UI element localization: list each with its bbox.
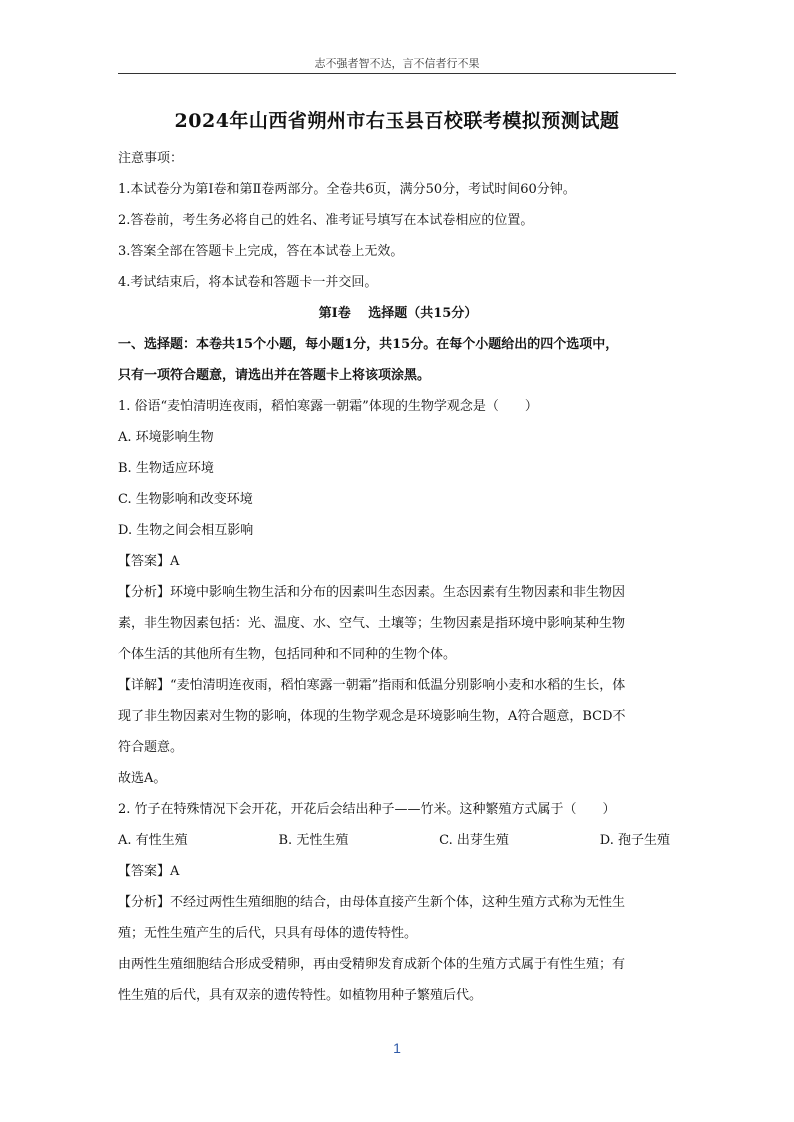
question-2-analysis-line: 【分析】不经过两性生殖细胞的结合，由母体直接产生新个体，这种生殖方式称为无性生 — [118, 895, 626, 910]
header-divider — [118, 73, 676, 74]
question-1-option-a: A. 环境影响生物 — [118, 430, 214, 445]
question-1-conclusion: 故选A。 — [118, 771, 167, 786]
page-content — [118, 143, 678, 1011]
question-1-analysis-line: 个体生活的其他所有生物，包括同种和不同种的生物个体。 — [118, 647, 457, 662]
question-1-answer: 【答案】A — [118, 554, 180, 569]
question-2-analysis-line: 性生殖的后代，具有双亲的遗传特性。如植物用种子繁殖后代。 — [118, 988, 483, 1003]
instruction-line: 一、选择题：本卷共15个小题，每小题1分，共15分。在每个小题给出的四个选项中， — [118, 337, 619, 352]
section-title: 第Ⅰ卷 选择题（共15分） — [318, 306, 478, 321]
notice-item: 1.本试卷分为第Ⅰ卷和第Ⅱ卷两部分。全卷共6页，满分50分，考试时间60分钟。 — [118, 182, 576, 197]
question-1-analysis-line: 【分析】环境中影响生物生活和分布的因素叫生态因素。生态因素有生物因素和非生物因 — [118, 585, 626, 600]
exam-title: 2024年山西省朔州市右玉县百校联考模拟预测试题 — [174, 110, 620, 132]
question-1-detail-line: 现了非生物因素对生物的影响，体现的生物学观念是环境影响生物，A符合题意，BCD不 — [118, 709, 626, 724]
question-2-option-b: B. 无性生殖 — [278, 833, 349, 848]
notice-item: 4.考试结束后，将本试卷和答题卡一并交回。 — [118, 275, 378, 290]
question-2-answer: 【答案】A — [118, 864, 180, 879]
question-1-option-c: C. 生物影响和改变环境 — [118, 492, 253, 507]
instruction-line: 只有一项符合题意，请选出并在答题卡上将该项涂黑。 — [118, 368, 431, 383]
question-1-analysis-line: 素，非生物因素包括：光、温度、水、空气、土壤等；生物因素是指环境中影响某种生物 — [118, 616, 626, 631]
page-header-motto: 志不强者智不达，言不信者行不果 — [314, 57, 480, 70]
question-1-detail-line: 符合题意。 — [118, 740, 184, 755]
question-2-options — [118, 825, 678, 856]
question-1-stem: 1. 俗语“麦怕清明连夜雨，稻怕寒露一朝霜”体现的生物学观念是（ ） — [118, 399, 538, 414]
question-2-option-d: D. 孢子生殖 — [599, 833, 670, 848]
notice-item: 2.答卷前，考生务必将自己的姓名、准考证号填写在本试卷相应的位置。 — [118, 213, 534, 228]
question-1-detail-line: 【详解】“麦怕清明连夜雨，稻怕寒露一朝霜”指雨和低温分别影响小麦和水稻的生长，体 — [118, 678, 626, 693]
question-1-option-b: B. 生物适应环境 — [118, 461, 214, 476]
page-number: 1 — [393, 1040, 401, 1056]
notice-heading: 注意事项： — [118, 151, 184, 166]
question-2-analysis-line: 由两性生殖细胞结合形成受精卵，再由受精卵发育成新个体的生殖方式属于有性生殖；有 — [118, 957, 626, 972]
question-2-option-c: C. 出芽生殖 — [439, 833, 509, 848]
question-2-stem: 2. 竹子在特殊情况下会开花，开花后会结出种子——竹米。这种繁殖方式属于（ ） — [118, 802, 616, 817]
notice-item: 3.答案全部在答题卡上完成，答在本试卷上无效。 — [118, 244, 404, 259]
question-1-option-d: D. 生物之间会相互影响 — [118, 523, 254, 538]
question-2-option-a: A. 有性生殖 — [118, 833, 188, 848]
question-2-analysis-line: 殖；无性生殖产生的后代，只具有母体的遗传特性。 — [118, 926, 418, 941]
